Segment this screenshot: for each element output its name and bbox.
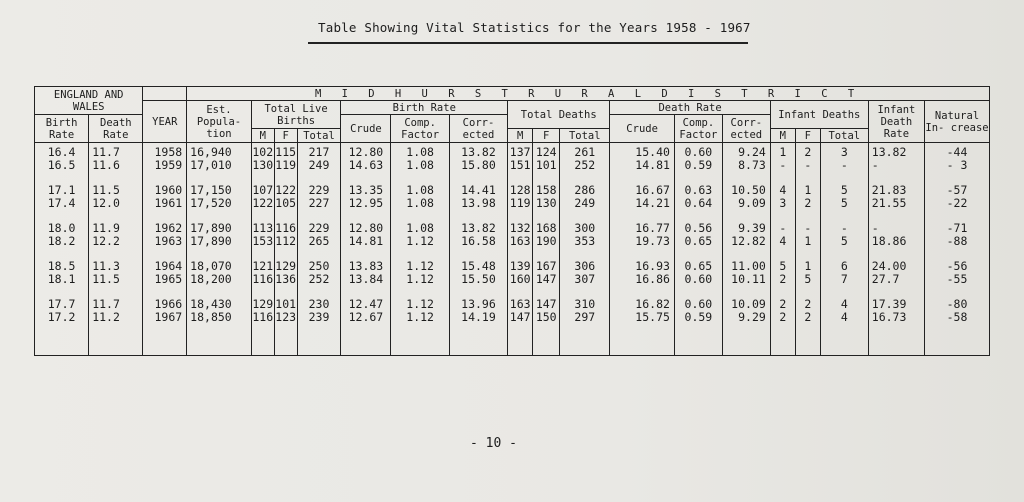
table-cell: 147: [535, 271, 557, 286]
table-cell: 119: [509, 195, 531, 210]
table-cell: 17.4: [47, 195, 76, 210]
table-cell: 13.82: [461, 221, 496, 235]
table-cell: 5: [840, 195, 848, 210]
table-cell: 5: [804, 271, 812, 286]
table-cell: 230: [308, 297, 330, 311]
table-cell: 265: [308, 233, 330, 248]
table-cell: 0.64: [684, 195, 713, 210]
table-cell: 0.59: [684, 309, 713, 324]
table-cell: 250: [308, 259, 330, 273]
title-underline: [308, 42, 748, 44]
table-cell: 116: [275, 221, 297, 235]
table-cell: 1: [804, 259, 812, 273]
table-cell: 1.12: [406, 309, 434, 324]
table-cell: 0.65: [684, 233, 713, 248]
table-cell: 121: [252, 259, 274, 273]
header-infant-deaths: Infant Deaths: [770, 101, 868, 129]
table-cell: 16.67: [635, 183, 670, 197]
table-cell: 2: [779, 271, 787, 286]
column-idr: [868, 143, 924, 356]
table-cell: 17,890: [190, 221, 232, 235]
table-cell: 0.60: [684, 297, 713, 311]
table-cell: 1961: [154, 195, 183, 210]
table-cell: 15.40: [635, 145, 670, 159]
table-cell: 9.29: [738, 309, 766, 324]
header-lb-total: Total: [297, 129, 341, 143]
table-cell: 1959: [154, 157, 183, 172]
table-cell: 1960: [154, 183, 183, 197]
table-cell: 9.24: [738, 145, 766, 159]
header-id-total: Total: [820, 129, 868, 143]
table-cell: 5: [840, 233, 848, 248]
column-br-comp: [391, 143, 449, 356]
table-cell: 11.6: [92, 157, 120, 172]
table-cell: 0.56: [684, 221, 713, 235]
table-cell: 227: [308, 195, 330, 210]
table-cell: 1: [804, 233, 812, 248]
page-number: - 10 -: [470, 436, 517, 451]
table-cell: 14.21: [635, 195, 670, 210]
table-cell: -22: [946, 195, 968, 210]
table-cell: -80: [946, 297, 968, 311]
table-cell: 15.80: [461, 157, 496, 172]
table-cell: 16.73: [871, 309, 907, 324]
table-cell: 150: [535, 309, 557, 324]
column-ew-death: [89, 143, 143, 356]
table-cell: 158: [535, 183, 557, 197]
column-nat: [925, 143, 990, 356]
table-cell: -58: [946, 309, 968, 324]
header-birth-rate: Birth Rate: [341, 101, 508, 115]
table-cell: 17.1: [47, 183, 76, 197]
table-cell: 13.96: [461, 297, 496, 311]
table-cell: 0.60: [684, 271, 713, 286]
table-cell: 153: [252, 233, 274, 248]
table-cell: 1966: [154, 297, 183, 311]
table-cell: 18,430: [190, 297, 232, 311]
table-cell: 136: [275, 271, 297, 286]
table-cell: 1: [804, 183, 812, 197]
table-cell: 14.63: [348, 157, 384, 172]
table-cell: 16.4: [47, 145, 76, 159]
table-cell: - 3: [946, 157, 968, 172]
table-cell: 11.9: [92, 221, 120, 235]
header-td-m: M: [508, 129, 533, 143]
table-cell: 252: [308, 271, 330, 286]
header-est-population: Est. Popula- tion: [187, 101, 252, 143]
header-lb-f: F: [274, 129, 297, 143]
table-body-row: [35, 143, 990, 356]
table-cell: 1962: [154, 221, 183, 235]
table-cell: 217: [308, 145, 330, 159]
table-cell: 353: [574, 233, 596, 248]
table-cell: 101: [535, 157, 557, 172]
table-cell: 261: [574, 145, 596, 159]
table-cell: 24.00: [871, 259, 907, 273]
table-cell: 16.86: [635, 271, 670, 286]
header-dr-crude: Crude: [610, 115, 675, 143]
header-ew-birth-rate: Birth Rate: [35, 115, 89, 143]
table-cell: 310: [574, 297, 596, 311]
table-cell: 11.7: [92, 297, 120, 311]
table-cell: 7: [840, 271, 848, 286]
column-dr-corr: [722, 143, 770, 356]
table-cell: -56: [946, 259, 968, 273]
table-cell: 14.41: [461, 183, 496, 197]
table-cell: 12.82: [731, 233, 766, 248]
table-cell: 2: [779, 309, 787, 324]
table-cell: 16.5: [47, 157, 76, 172]
table-cell: 116: [252, 309, 274, 324]
column-lb-t: [297, 143, 341, 356]
header-infant-death-rate: Infant Death Rate: [868, 101, 924, 143]
table-cell: 8.73: [738, 157, 766, 172]
table-cell: 252: [574, 157, 596, 172]
table-cell: 122: [275, 183, 297, 197]
table-cell: 12.2: [92, 233, 120, 248]
table-cell: 17,010: [190, 157, 232, 172]
table-cell: 130: [252, 157, 274, 172]
table-cell: 5: [840, 183, 848, 197]
header-dr-corrected: Corr- ected: [722, 115, 770, 143]
table-cell: 1: [779, 145, 787, 159]
table-cell: 4: [840, 297, 848, 311]
header-dr-comp-factor: Comp. Factor: [674, 115, 722, 143]
table-cell: -: [779, 157, 787, 172]
column-td-m: [508, 143, 533, 356]
table-cell: 12.0: [92, 195, 120, 210]
table-cell: 12.80: [348, 145, 384, 159]
table-cell: 0.63: [684, 183, 713, 197]
table-cell: 9.39: [738, 221, 766, 235]
table-cell: 119: [275, 157, 297, 172]
table-cell: 10.09: [731, 297, 766, 311]
table-cell: 15.75: [635, 309, 670, 324]
table-cell: -88: [946, 233, 968, 248]
header-lb-m: M: [251, 129, 274, 143]
header-year: YEAR: [143, 101, 187, 143]
table-cell: -55: [946, 271, 968, 286]
table-cell: 300: [574, 221, 596, 235]
table-cell: 1963: [154, 233, 183, 248]
table-cell: 139: [509, 259, 531, 273]
table-cell: 286: [574, 183, 596, 197]
table-cell: 14.81: [635, 157, 670, 172]
table-cell: 1.08: [406, 221, 434, 235]
table-cell: 18,200: [190, 271, 232, 286]
table-cell: 18.86: [871, 233, 907, 248]
table-cell: 168: [535, 221, 557, 235]
header-id-m: M: [770, 129, 795, 143]
table-cell: 122: [252, 195, 274, 210]
table-cell: -: [871, 221, 879, 235]
table-cell: 229: [308, 183, 330, 197]
table-cell: 16.58: [461, 233, 496, 248]
table-cell: 12.67: [348, 309, 384, 324]
table-cell: 4: [779, 183, 787, 197]
table-cell: 163: [509, 297, 531, 311]
table-cell: 3: [840, 145, 848, 159]
table-cell: 18.0: [47, 221, 76, 235]
column-dr-comp: [674, 143, 722, 356]
table-cell: 17.7: [47, 297, 76, 311]
table-cell: 12.95: [348, 195, 384, 210]
table-cell: 132: [509, 221, 531, 235]
table-cell: 1958: [154, 145, 183, 159]
table-cell: 21.83: [871, 183, 907, 197]
table-cell: -: [871, 157, 879, 172]
column-id-t: [820, 143, 868, 356]
table-cell: 0.59: [684, 157, 713, 172]
table-title: Table Showing Vital Statistics for the Years 1958 - 1967: [318, 20, 751, 35]
table-cell: 5: [779, 259, 787, 273]
column-year: [143, 143, 187, 356]
table-cell: 12.80: [348, 221, 384, 235]
table-cell: 2: [804, 145, 812, 159]
table-cell: 11.3: [92, 259, 120, 273]
table-cell: 1.12: [406, 297, 434, 311]
table-cell: -: [804, 221, 812, 235]
table-cell: 11.5: [92, 183, 120, 197]
header-district: M I D H U R S T R U R A L D I S T R I C T: [187, 87, 990, 101]
header-id-f: F: [795, 129, 820, 143]
table-cell: 124: [535, 145, 557, 159]
table-cell: 18.1: [47, 271, 76, 286]
vital-statistics-table: [34, 86, 990, 356]
table-cell: 21.55: [871, 195, 907, 210]
table-cell: -: [804, 157, 812, 172]
column-lb-f: [274, 143, 297, 356]
table-cell: 1.12: [406, 233, 434, 248]
header-natural-increase: Natural In- crease: [925, 101, 990, 143]
table-cell: 229: [308, 221, 330, 235]
table-cell: 4: [779, 233, 787, 248]
table-cell: 17.39: [871, 297, 907, 311]
table-cell: -44: [946, 145, 968, 159]
table-cell: 17,890: [190, 233, 232, 248]
table-cell: 249: [574, 195, 596, 210]
table-cell: 16.77: [635, 221, 670, 235]
table-cell: 17,150: [190, 183, 232, 197]
table-cell: 130: [535, 195, 557, 210]
column-td-f: [533, 143, 560, 356]
table-cell: -: [840, 221, 848, 235]
table-cell: 128: [509, 183, 531, 197]
header-total-deaths: Total Deaths: [508, 101, 610, 129]
table-cell: 9.09: [738, 195, 766, 210]
table-cell: 0.60: [684, 145, 713, 159]
table-cell: 190: [535, 233, 557, 248]
header-ew-death-rate: Death Rate: [89, 115, 143, 143]
column-id-f: [795, 143, 820, 356]
table-cell: 239: [308, 309, 330, 324]
table-cell: 1965: [154, 271, 183, 286]
table-cell: 11.7: [92, 145, 120, 159]
table-cell: 105: [275, 195, 297, 210]
table-cell: -57: [946, 183, 968, 197]
table-cell: 3: [779, 195, 787, 210]
table-cell: 1.08: [406, 195, 434, 210]
table-cell: 13.84: [348, 271, 384, 286]
table-cell: 18,850: [190, 309, 232, 324]
table-cell: 297: [574, 309, 596, 324]
table-cell: 1964: [154, 259, 183, 273]
table-cell: 160: [509, 271, 531, 286]
column-ew-birth: [35, 143, 89, 356]
table-cell: 19.73: [635, 233, 670, 248]
table-cell: 11.00: [731, 259, 766, 273]
header-br-crude: Crude: [341, 115, 391, 143]
table-cell: 1.08: [406, 183, 434, 197]
table-cell: 18,070: [190, 259, 232, 273]
table-cell: 1.12: [406, 271, 434, 286]
table-cell: 137: [509, 145, 531, 159]
header-br-corrected: Corr- ected: [449, 115, 507, 143]
table-cell: 167: [535, 259, 557, 273]
table-cell: 13.98: [461, 195, 496, 210]
table-cell: 2: [779, 297, 787, 311]
table-cell: 0.65: [684, 259, 713, 273]
header-td-total: Total: [560, 129, 610, 143]
table-cell: 147: [535, 297, 557, 311]
header-death-rate: Death Rate: [610, 101, 771, 115]
column-id-m: [770, 143, 795, 356]
table-cell: 2: [804, 195, 812, 210]
table-cell: 15.50: [461, 271, 496, 286]
table-cell: 129: [275, 259, 297, 273]
table-cell: 13.83: [348, 259, 384, 273]
table-cell: 13.82: [871, 145, 907, 159]
table-cell: 14.81: [348, 233, 384, 248]
table-cell: 12.47: [348, 297, 384, 311]
table-cell: 17.2: [47, 309, 76, 324]
table-cell: 115: [275, 145, 297, 159]
table-cell: 16.82: [635, 297, 670, 311]
header-total-live-births: Total Live Births: [251, 101, 341, 129]
table-cell: -: [779, 221, 787, 235]
table-cell: 16.93: [635, 259, 670, 273]
column-br-crude: [341, 143, 391, 356]
column-lb-m: [251, 143, 274, 356]
table-cell: 1.08: [406, 145, 434, 159]
table-cell: 15.48: [461, 259, 496, 273]
table-cell: 2: [804, 309, 812, 324]
table-cell: 151: [509, 157, 531, 172]
table-cell: 307: [574, 271, 596, 286]
table-cell: 17,520: [190, 195, 232, 210]
table-cell: 116: [252, 271, 274, 286]
table-cell: 1.12: [406, 259, 434, 273]
table-cell: 10.11: [731, 271, 766, 286]
table-cell: 18.2: [47, 233, 76, 248]
table-cell: 10.50: [731, 183, 766, 197]
table-cell: 14.19: [461, 309, 496, 324]
table-cell: 1.08: [406, 157, 434, 172]
table-cell: 107: [252, 183, 274, 197]
header-br-comp-factor: Comp. Factor: [391, 115, 449, 143]
header-year-top: [143, 87, 187, 101]
table-cell: 11.5: [92, 271, 120, 286]
table-cell: 2: [804, 297, 812, 311]
table-cell: 6: [840, 259, 848, 273]
column-dr-crude: [610, 143, 675, 356]
table-cell: 129: [252, 297, 274, 311]
table-cell: 249: [308, 157, 330, 172]
table-cell: 1967: [154, 309, 183, 324]
column-td-t: [560, 143, 610, 356]
table-cell: 306: [574, 259, 596, 273]
header-td-f: F: [533, 129, 560, 143]
table-cell: 16,940: [190, 145, 232, 159]
column-pop: [187, 143, 252, 356]
table-cell: 18.5: [47, 259, 76, 273]
table-cell: -: [840, 157, 848, 172]
table-cell: 4: [840, 309, 848, 324]
table-cell: -71: [946, 221, 968, 235]
column-br-corr: [449, 143, 507, 356]
table-cell: 101: [275, 297, 297, 311]
table-cell: 163: [509, 233, 531, 248]
table-cell: 147: [509, 309, 531, 324]
table-cell: 112: [275, 233, 297, 248]
table-cell: 13.35: [348, 183, 384, 197]
header-england-wales: ENGLAND AND WALES: [35, 87, 143, 115]
table-cell: 123: [275, 309, 297, 324]
table-cell: 113: [252, 221, 274, 235]
table-cell: 13.82: [461, 145, 496, 159]
table-cell: 102: [252, 145, 274, 159]
table-cell: 11.2: [92, 309, 120, 324]
table-cell: 27.7: [871, 271, 900, 286]
